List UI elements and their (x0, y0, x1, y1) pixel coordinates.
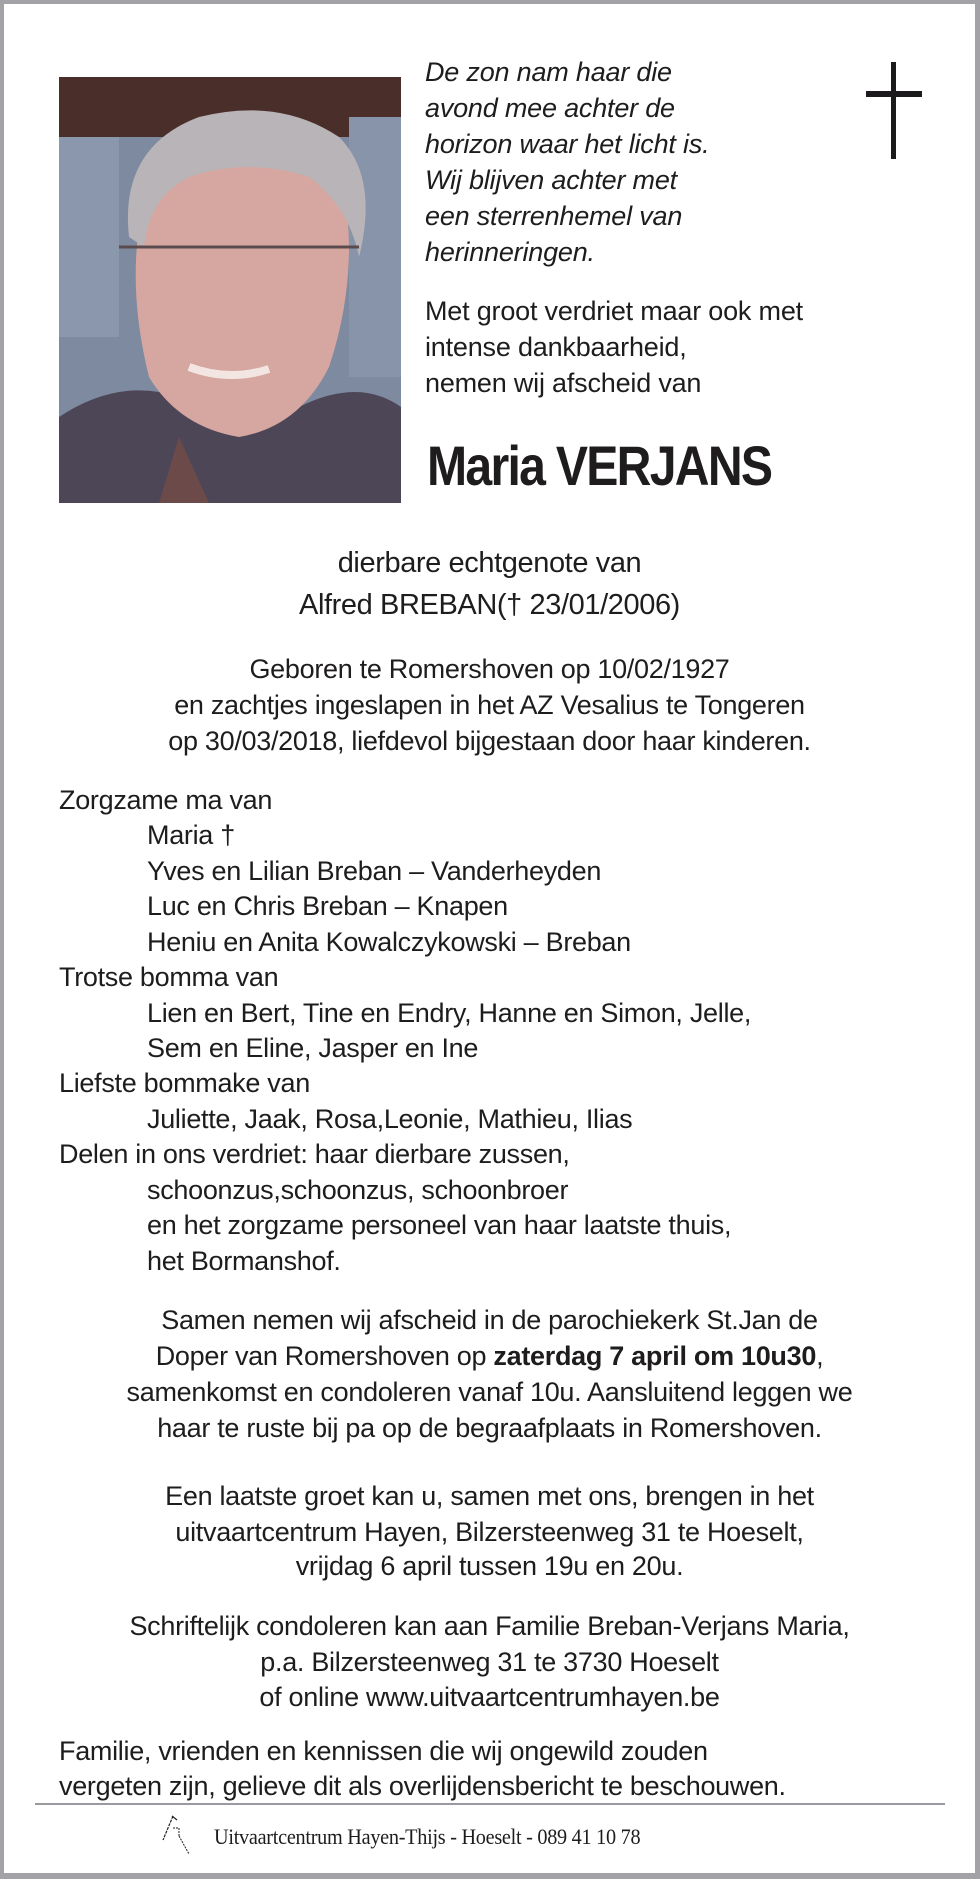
family-member: en het zorgzame personeel van haar laatste thuis, (147, 1210, 732, 1240)
funeral-line: samenkomst en condoleren vanaf 10u. Aansluitend leggen we (126, 1377, 853, 1407)
condolence-website: of online www.uitvaartcentrumhayen.be (259, 1682, 720, 1712)
family-heading: Liefste bommake van (59, 1068, 310, 1098)
family-member: Juliette, Jaak, Rosa,Leonie, Mathieu, Ilias (147, 1104, 633, 1134)
portrait-photo (59, 77, 401, 503)
family-member: Maria † (147, 820, 235, 850)
funeral-home-contact: Uitvaartcentrum Hayen-Thijs - Hoeselt - 089 41 10 78 (214, 1824, 641, 1849)
funeral-line-prefix: Doper van Romershoven op (155, 1341, 494, 1371)
poem-line: herinneringen. (425, 237, 595, 267)
funeral-line: Samen nemen wij afscheid in de parochiekerk St.Jan de (161, 1305, 818, 1335)
deceased-name: Maria VERJANS (427, 434, 772, 497)
funeral-line-date (4, 1343, 975, 1370)
condolence-line: Schriftelijk condoleren kan aan Familie Breban-Verjans Maria, (129, 1611, 850, 1641)
birth-death-line: Geboren te Romershoven op 10/02/1927 (249, 654, 730, 684)
family-member: Luc en Chris Breban – Knapen (147, 891, 508, 921)
visitation-line: vrijdag 6 april tussen 19u en 20u. (295, 1551, 684, 1581)
obituary-notice (4, 4, 975, 1873)
footer-divider (35, 1803, 945, 1805)
spouse-relation: dierbare echtgenote van (337, 547, 642, 579)
funeral-home-logo-icon (159, 1814, 193, 1858)
visitation-line: uitvaartcentrum Hayen, Bilzersteenweg 31 te Hoeselt, (175, 1517, 804, 1547)
funeral-date-time: zaterdag 7 april om 10u30 (493, 1341, 817, 1371)
latin-cross-icon (891, 62, 896, 159)
condolence-line: p.a. Bilzersteenweg 31 te 3730 Hoeselt (260, 1647, 719, 1677)
family-member: Heniu en Anita Kowalczykowski – Breban (147, 927, 631, 957)
poem-line: De zon nam haar die (425, 57, 672, 87)
birth-death-line: op 30/03/2018, liefdevol bijgestaan door haar kinderen. (168, 726, 811, 756)
closing-line: vergeten zijn, gelieve dit als overlijdensbericht te beschouwen. (59, 1771, 786, 1801)
spouse-name: Alfred BREBAN(† 23/01/2006) (299, 589, 680, 621)
visitation-line: Een laatste groet kan u, samen met ons, brengen in het (165, 1481, 814, 1511)
family-heading: Trotse bomma van (59, 962, 279, 992)
portrait-image (59, 77, 401, 503)
funeral-line-suffix: , (816, 1341, 824, 1371)
poem-line: Wij blijven achter met (425, 165, 677, 195)
family-member: schoonzus,schoonzus, schoonbroer (147, 1175, 569, 1205)
family-heading: Zorgzame ma van (59, 785, 273, 815)
family-member: Lien en Bert, Tine en Endry, Hanne en Simon, Jelle, (147, 998, 752, 1028)
family-member: het Bormanshof. (147, 1246, 341, 1276)
family-heading: Delen in ons verdriet: haar dierbare zussen, (59, 1139, 570, 1169)
family-member: Yves en Lilian Breban – Vanderheyden (147, 856, 602, 886)
closing-line: Familie, vrienden en kennissen die wij ongewild zouden (59, 1736, 708, 1766)
poem-line: avond mee achter de (425, 93, 675, 123)
intro-line: nemen wij afscheid van (425, 368, 702, 398)
intro-line: intense dankbaarheid, (425, 332, 687, 362)
funeral-line: haar te ruste bij pa op de begraafplaats in Romershoven. (157, 1413, 822, 1443)
poem-line: horizon waar het licht is. (425, 129, 710, 159)
poem-line: een sterrenhemel van (425, 201, 683, 231)
birth-death-line: en zachtjes ingeslapen in het AZ Vesalius te Tongeren (174, 690, 805, 720)
intro-line: Met groot verdriet maar ook met (425, 296, 803, 326)
family-member: Sem en Eline, Jasper en Ine (147, 1033, 479, 1063)
latin-cross-icon-bar (866, 91, 922, 97)
